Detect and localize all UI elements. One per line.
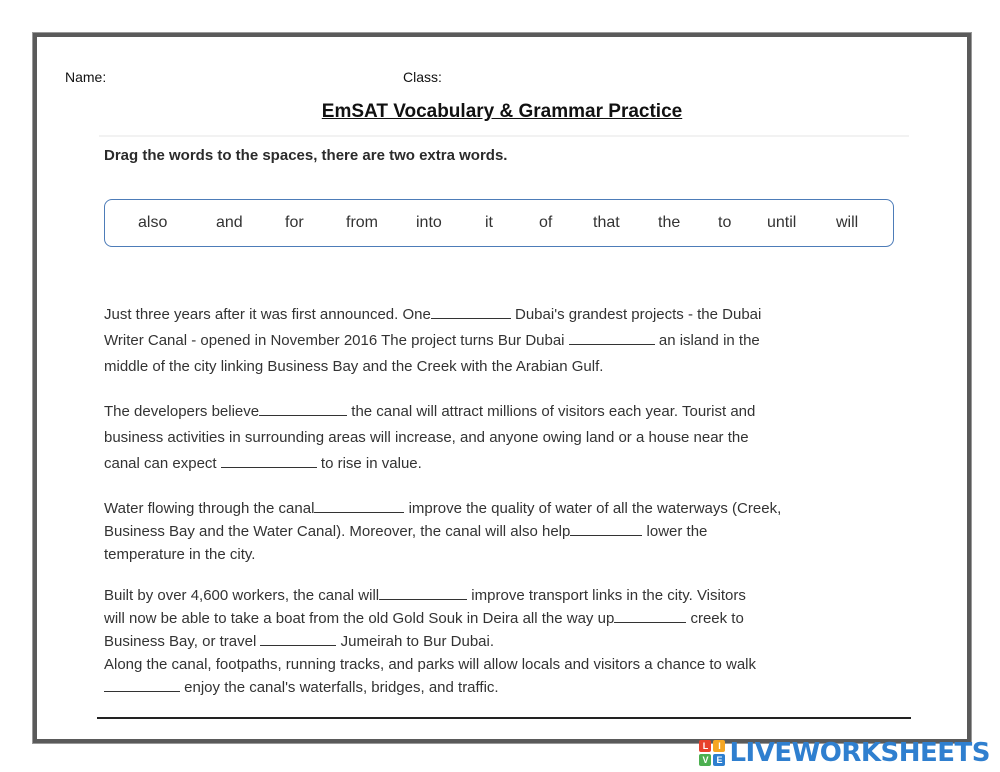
answer-blank-8[interactable] bbox=[614, 608, 686, 623]
word-and[interactable]: and bbox=[216, 214, 243, 231]
text-segment: Just three years after it was first announced. One bbox=[104, 306, 431, 323]
text-segment: canal can expect bbox=[104, 455, 221, 472]
worksheet-page bbox=[33, 33, 971, 743]
text-segment: Built by over 4,600 workers, the canal will bbox=[104, 587, 380, 604]
liveworksheets-logo-icon bbox=[699, 740, 725, 766]
header-divider bbox=[99, 135, 909, 137]
paragraph-1 bbox=[104, 302, 864, 380]
answer-blank-2[interactable] bbox=[569, 330, 655, 345]
answer-blank-5[interactable] bbox=[314, 498, 404, 513]
logo-tile: V bbox=[699, 754, 711, 766]
word-it[interactable]: it bbox=[485, 214, 493, 231]
word-bank bbox=[104, 199, 894, 247]
word-into[interactable]: into bbox=[416, 214, 442, 231]
word-will[interactable]: will bbox=[836, 214, 859, 231]
text-segment: Writer Canal - opened in November 2016 The project turns Bur Dubai bbox=[104, 332, 569, 349]
paragraph-2 bbox=[104, 399, 864, 477]
text-segment: an island in the bbox=[654, 332, 760, 349]
word-to[interactable]: to bbox=[718, 214, 732, 231]
instructions-text: Drag the words to the spaces, there are two extra words. bbox=[104, 147, 508, 164]
text-segment: lower the bbox=[642, 523, 708, 540]
word-the[interactable]: the bbox=[658, 214, 681, 231]
word-from[interactable]: from bbox=[346, 214, 378, 231]
text-segment: middle of the city linking Business Bay and the Creek with the Arabian Gulf. bbox=[104, 358, 604, 375]
text-segment: will now be able to take a boat from the old Gold Souk in Deira all the way up bbox=[104, 610, 615, 627]
text-segment: creek to bbox=[686, 610, 744, 627]
word-of[interactable]: of bbox=[539, 214, 553, 231]
text-segment: Water flowing through the canal bbox=[104, 500, 315, 517]
logo-tile: E bbox=[713, 754, 725, 766]
paragraph-4 bbox=[104, 584, 864, 699]
answer-blank-1[interactable] bbox=[431, 304, 511, 319]
text-segment: Business Bay, or travel bbox=[104, 633, 261, 650]
text-segment: to rise in value. bbox=[316, 455, 422, 472]
word-until[interactable]: until bbox=[767, 214, 797, 231]
paragraph-3 bbox=[104, 497, 864, 566]
answer-blank-7[interactable] bbox=[379, 585, 467, 600]
text-segment: Along the canal, footpaths, running tracks, and parks will allow locals and visitors a chance to walk bbox=[104, 656, 757, 673]
answer-blank-9[interactable] bbox=[260, 631, 336, 646]
text-segment: Jumeirah to Bur Dubai. bbox=[336, 633, 495, 650]
answer-blank-10[interactable] bbox=[104, 677, 180, 692]
answer-blank-4[interactable] bbox=[221, 453, 317, 468]
logo-tile: I bbox=[713, 740, 725, 752]
text-segment: temperature in the city. bbox=[104, 546, 256, 563]
name-label: Name: bbox=[65, 69, 107, 85]
liveworksheets-wordmark: LIVEWORKSHEETS bbox=[729, 738, 990, 768]
word-also[interactable]: also bbox=[138, 214, 168, 231]
text-segment: enjoy the canal's waterfalls, bridges, and traffic. bbox=[180, 679, 499, 696]
word-for[interactable]: for bbox=[285, 214, 304, 231]
text-segment: Dubai's grandest projects - the Dubai bbox=[510, 306, 762, 323]
footer-divider bbox=[97, 717, 911, 719]
text-segment: The developers believe bbox=[104, 403, 260, 420]
answer-blank-6[interactable] bbox=[570, 521, 642, 536]
text-segment: business activities in surrounding areas will increase, and anyone owing land or a house near the bbox=[104, 429, 749, 446]
liveworksheets-logo bbox=[699, 737, 990, 769]
answer-blank-3[interactable] bbox=[259, 401, 347, 416]
class-label: Class: bbox=[403, 69, 442, 85]
text-segment: improve the quality of water of all the waterways (Creek, bbox=[404, 500, 782, 517]
text-segment: improve transport links in the city. Visitors bbox=[467, 587, 746, 604]
text-segment: Business Bay and the Water Canal). Moreover, the canal will also help bbox=[104, 523, 571, 540]
text-segment: the canal will attract millions of visitors each year. Tourist and bbox=[347, 403, 756, 420]
logo-tile: L bbox=[699, 740, 711, 752]
worksheet-title: EmSAT Vocabulary & Grammar Practice bbox=[321, 101, 683, 122]
word-that[interactable]: that bbox=[593, 214, 620, 231]
